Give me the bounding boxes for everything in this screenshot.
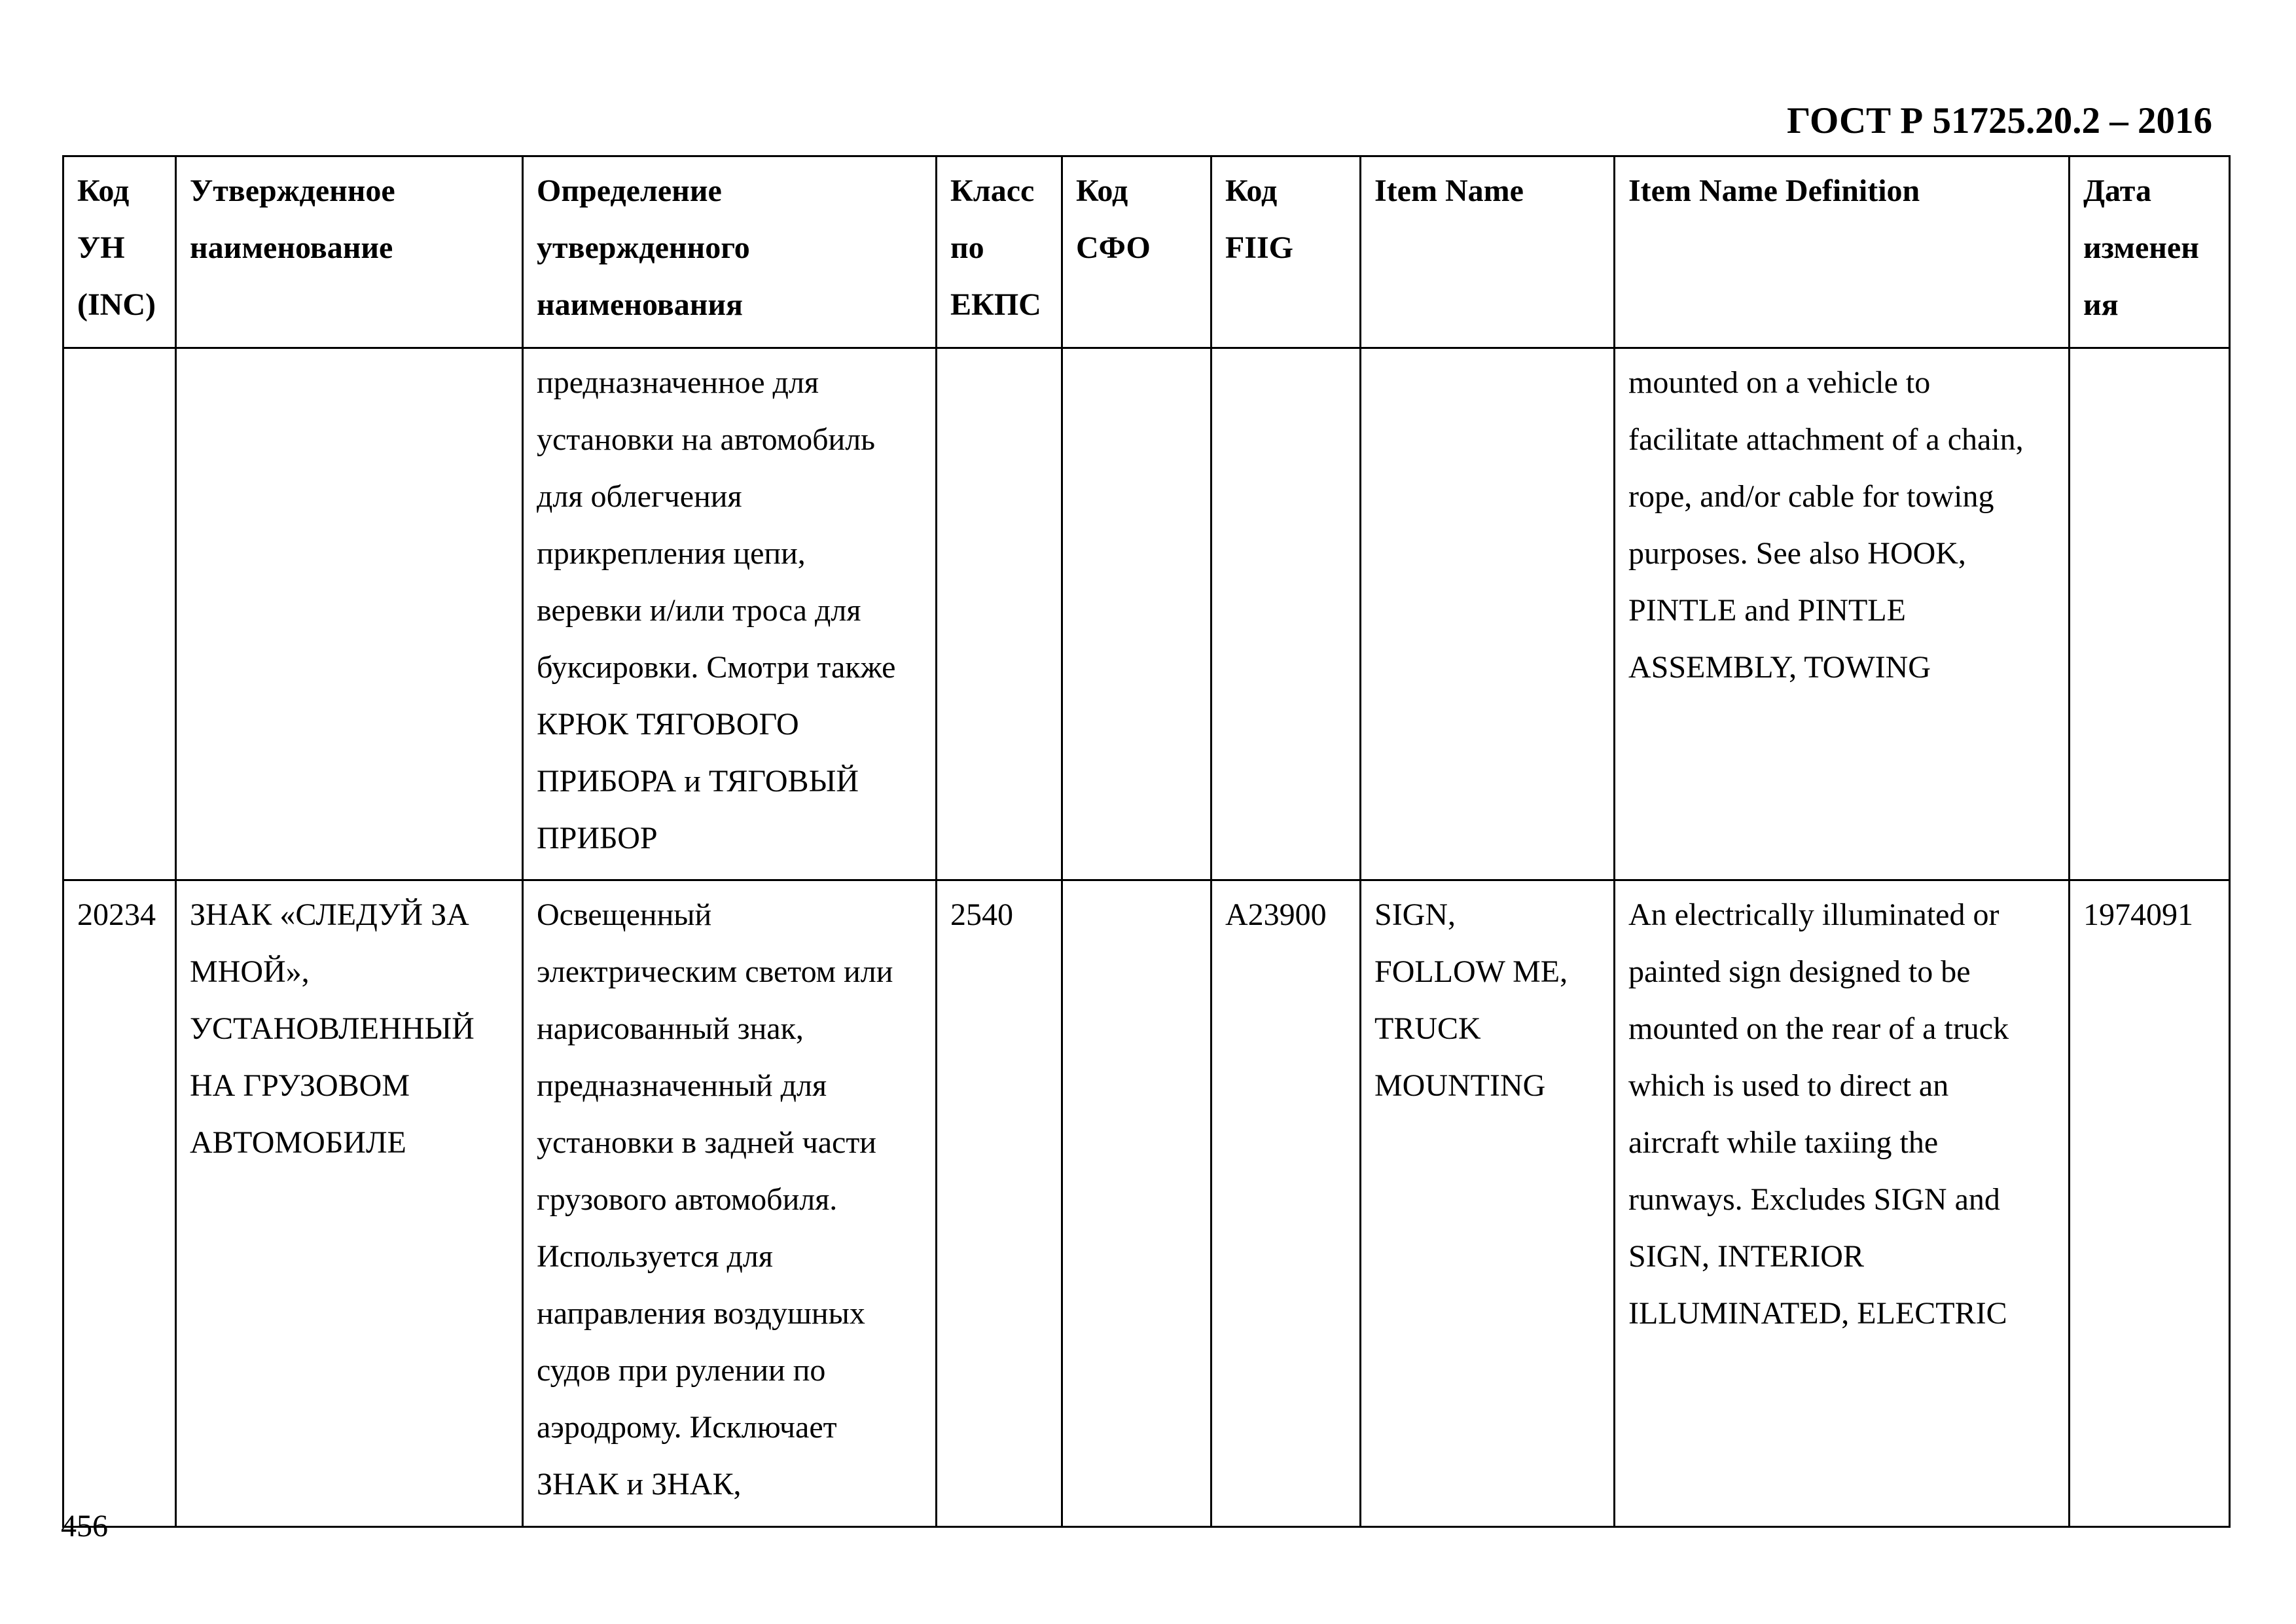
cell-change-date: 1974091 bbox=[2070, 880, 2230, 1527]
text-line: буксировки. Смотри также bbox=[537, 650, 896, 685]
header-change-date bbox=[2070, 156, 2230, 348]
text-line: ПРИБОР bbox=[537, 821, 658, 856]
text-line: FIIG bbox=[1225, 230, 1294, 265]
text-line: PINTLE and PINTLE bbox=[1628, 593, 1906, 628]
text-line: предназначенный для bbox=[537, 1068, 827, 1103]
cell-sfo bbox=[1062, 348, 1211, 880]
text-line: Код bbox=[1076, 173, 1128, 208]
text-line: по bbox=[950, 230, 984, 265]
header-sfo bbox=[1062, 156, 1211, 348]
cell-change-date bbox=[2070, 348, 2230, 880]
cell-fiig: A23900 bbox=[1211, 880, 1361, 1527]
text-line: mounted on the rear of a truck bbox=[1628, 1011, 2009, 1046]
header-class bbox=[937, 156, 1062, 348]
text-line: Освещенный bbox=[537, 897, 712, 932]
text-line: Item Name Definition bbox=[1628, 173, 1920, 208]
text-line: прикрепления цепи, bbox=[537, 536, 806, 571]
text-line: SIGN, bbox=[1374, 897, 1456, 932]
text-line: аэродрому. Исключает bbox=[537, 1410, 837, 1445]
header-item-name-definition bbox=[1615, 156, 2070, 348]
header-fiig bbox=[1211, 156, 1361, 348]
text-line: ия bbox=[2083, 287, 2119, 322]
text-line: утвержденного bbox=[537, 230, 750, 265]
text-line: ЕКПС bbox=[950, 287, 1041, 322]
text-line: Класс bbox=[950, 173, 1035, 208]
text-line: МНОЙ», bbox=[190, 954, 310, 989]
text-line: ASSEMBLY, TOWING bbox=[1628, 650, 1931, 685]
text-line: SIGN, INTERIOR bbox=[1628, 1239, 1864, 1274]
page-number: 456 bbox=[61, 1509, 108, 1543]
text-line: MOUNTING bbox=[1374, 1068, 1546, 1103]
text-line: установки на автомобиль bbox=[537, 422, 876, 457]
table-header-row bbox=[63, 156, 2230, 348]
text-line: aircraft while taxiing the bbox=[1628, 1125, 1939, 1160]
text-line: АВТОМОБИЛЕ bbox=[190, 1125, 406, 1160]
text-line: грузового автомобиля. bbox=[537, 1182, 838, 1217]
cell-item-name bbox=[1361, 880, 1615, 1527]
item-name-table bbox=[62, 155, 2231, 1528]
cell-item-name bbox=[1361, 348, 1615, 880]
text-line: ILLUMINATED, ELECTRIC bbox=[1628, 1296, 2007, 1331]
document-header: ГОСТ Р 51725.20.2 – 2016 bbox=[1787, 100, 2212, 141]
cell-item-name-definition bbox=[1615, 348, 2070, 880]
cell-class bbox=[937, 348, 1062, 880]
cell-sfo bbox=[1062, 880, 1211, 1527]
text-line: Используется для bbox=[537, 1239, 773, 1274]
text-line: наименование bbox=[190, 230, 393, 265]
text-line: mounted on a vehicle to bbox=[1628, 365, 1931, 400]
text-line: Утвержденное bbox=[190, 173, 395, 208]
text-line: Код bbox=[1225, 173, 1278, 208]
text-line: веревки и/или троса для bbox=[537, 593, 861, 628]
text-line: (INC) bbox=[77, 287, 156, 322]
text-line: Item Name bbox=[1374, 173, 1524, 208]
text-line: наименования bbox=[537, 287, 743, 322]
header-inc bbox=[63, 156, 176, 348]
text-line: facilitate attachment of a chain, bbox=[1628, 422, 2024, 457]
text-line: rope, and/or cable for towing bbox=[1628, 479, 1994, 514]
text-line: purposes. See also HOOK, bbox=[1628, 536, 1966, 571]
text-line: электрическим светом или bbox=[537, 954, 893, 989]
cell-definition bbox=[523, 348, 937, 880]
text-line: Определение bbox=[537, 173, 722, 208]
text-line: УСТАНОВЛЕННЫЙ bbox=[190, 1011, 475, 1046]
text-line: изменен bbox=[2083, 230, 2199, 265]
text-line: TRUCK bbox=[1374, 1011, 1481, 1046]
text-line: предназначенное для bbox=[537, 365, 819, 400]
text-line: для облегчения bbox=[537, 479, 742, 514]
text-line: НА ГРУЗОВОМ bbox=[190, 1068, 410, 1103]
cell-fiig bbox=[1211, 348, 1361, 880]
cell-inc bbox=[63, 348, 176, 880]
text-line: ЗНАК «СЛЕДУЙ ЗА bbox=[190, 897, 469, 932]
text-line: painted sign designed to be bbox=[1628, 954, 1971, 989]
text-line: судов при рулении по bbox=[537, 1353, 826, 1388]
cell-inc: 20234 bbox=[63, 880, 176, 1527]
text-line: СФО bbox=[1076, 230, 1151, 265]
text-line: Дата bbox=[2083, 173, 2151, 208]
cell-approved-name bbox=[176, 348, 523, 880]
text-line: УН bbox=[77, 230, 125, 265]
header-approved-name bbox=[176, 156, 523, 348]
text-line: ЗНАК и ЗНАК, bbox=[537, 1467, 742, 1502]
text-line: which is used to direct an bbox=[1628, 1068, 1949, 1103]
text-line: Код bbox=[77, 173, 130, 208]
table-row bbox=[63, 348, 2230, 880]
text-line: runways. Excludes SIGN and bbox=[1628, 1182, 2000, 1217]
text-line: направления воздушных bbox=[537, 1296, 865, 1331]
cell-definition bbox=[523, 880, 937, 1527]
cell-class: 2540 bbox=[937, 880, 1062, 1527]
header-definition bbox=[523, 156, 937, 348]
text-line: установки в задней части bbox=[537, 1125, 876, 1160]
cell-item-name-definition bbox=[1615, 880, 2070, 1527]
text-line: нарисованный знак, bbox=[537, 1011, 804, 1046]
text-line: FOLLOW ME, bbox=[1374, 954, 1568, 989]
cell-approved-name bbox=[176, 880, 523, 1527]
text-line: КРЮК ТЯГОВОГО bbox=[537, 707, 799, 742]
text-line: ПРИБОРА и ТЯГОВЫЙ bbox=[537, 764, 859, 799]
text-line: An electrically illuminated or bbox=[1628, 897, 2000, 932]
header-item-name bbox=[1361, 156, 1615, 348]
table-row bbox=[63, 880, 2230, 1527]
